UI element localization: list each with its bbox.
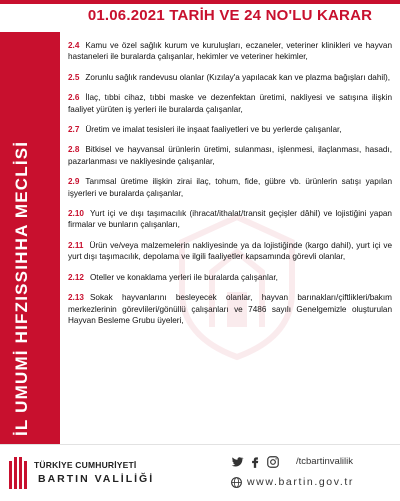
item-text: Üretim ve imalat tesisleri ile inşaat faaliyetleri ve bu yerlerde çalışanlar,	[85, 125, 342, 135]
governorship-logo-icon	[8, 455, 28, 493]
item-number: 2.13	[68, 293, 84, 303]
list-item	[68, 208, 392, 231]
item-number: 2.8	[68, 145, 80, 155]
globe-icon	[230, 476, 243, 489]
org-name-line1: TÜRKİYE CUMHURİYETİ	[34, 460, 137, 470]
list-item	[68, 176, 392, 199]
social-icons	[230, 454, 284, 470]
sidebar	[0, 32, 60, 444]
social-handle[interactable]: /tcbartinvalilik	[296, 456, 354, 467]
item-number: 2.9	[68, 177, 80, 187]
item-number: 2.4	[68, 41, 80, 50]
item-number: 2.11	[68, 240, 84, 250]
org-name-line2: BARTIN VALİLİĞİ	[38, 473, 155, 485]
list-item	[68, 40, 392, 63]
item-number: 2.7	[68, 125, 80, 135]
item-text: Tarımsal üretime ilişkin zirai ilaç, tohum, fide, gübre vb. ürünlerin satışı yapılan işyerleri ve buralarda çalışanlar,	[68, 177, 392, 198]
list-item	[68, 124, 392, 135]
item-text: Ürün ve/veya malzemelerin nakliyesinde ya da lojistiğinde (kargo dahil), yurt içi ve yurt dışı taşımacılık, depolama ve ilgili faaliyetler kapsamında görevli olanlar,	[68, 240, 392, 262]
header	[0, 0, 400, 32]
website-row	[230, 475, 354, 489]
item-number: 2.5	[68, 72, 80, 82]
list-item	[68, 72, 392, 83]
list-item	[68, 272, 392, 283]
decision-items-list	[68, 40, 392, 442]
item-text: Sokak hayvanlarını besleyecek olanlar, hayvan barınakları/çiftlikleri/bakım merkezlerinin görevlileri/gönüllü çalışanları ve 7486 sayılı Genelgemizle oluşturulan Hayvan Besleme Grubu üyeleri,	[68, 293, 392, 325]
item-text: Yurt içi ve dışı taşımacılık (ihracat/ithalat/transit geçişler dâhil) ve lojistiğini yapan firmalar ve bunların çalışanları,	[68, 209, 392, 230]
instagram-icon[interactable]	[266, 455, 280, 469]
item-text: Bitkisel ve hayvansal ürünlerin üretimi, sulanması, işlenmesi, ilaçlanması, hasadı, pazarlanması ve nakliyesinde çalışanlar,	[68, 145, 392, 166]
footer	[0, 444, 400, 501]
item-text: Zorunlu sağlık randevusu olanlar (Kızılay'a yapılacak kan ve plazma bağışları dahil),	[85, 72, 391, 82]
item-number: 2.10	[68, 209, 84, 219]
vertical-council-title: İL UMUMİ HIFZISSIHHA MECLİSİ	[12, 140, 31, 436]
twitter-icon[interactable]	[230, 455, 244, 469]
item-text: Oteller ve konaklama yerleri ile buralarda çalışanlar,	[89, 272, 278, 282]
item-number: 2.6	[68, 93, 80, 103]
list-item	[68, 92, 392, 115]
item-text: Kamu ve özel sağlık kurum ve kuruluşları, eczaneler, veteriner klinikleri ve hayvan hastaneleri ile buralarda çalışanlar, hekimler ve veteriner hekimler,	[68, 41, 392, 62]
website-link[interactable]: www.bartin.gov.tr	[247, 476, 354, 488]
page-title: 01.06.2021 TARİH VE 24 NO'LU KARAR	[87, 7, 373, 24]
list-item	[68, 240, 392, 263]
list-item	[68, 144, 392, 167]
header-accent-bar	[0, 0, 400, 4]
facebook-icon[interactable]	[248, 455, 262, 469]
item-number: 2.12	[68, 272, 84, 282]
item-text: İlaç, tıbbi cihaz, tıbbi maske ve dezenfektan üretimi, nakliyesi ve satışına ilişkin faaliyet yürüten iş yerleri ile buralarda çalışanlar,	[68, 93, 392, 114]
list-item	[68, 292, 392, 326]
